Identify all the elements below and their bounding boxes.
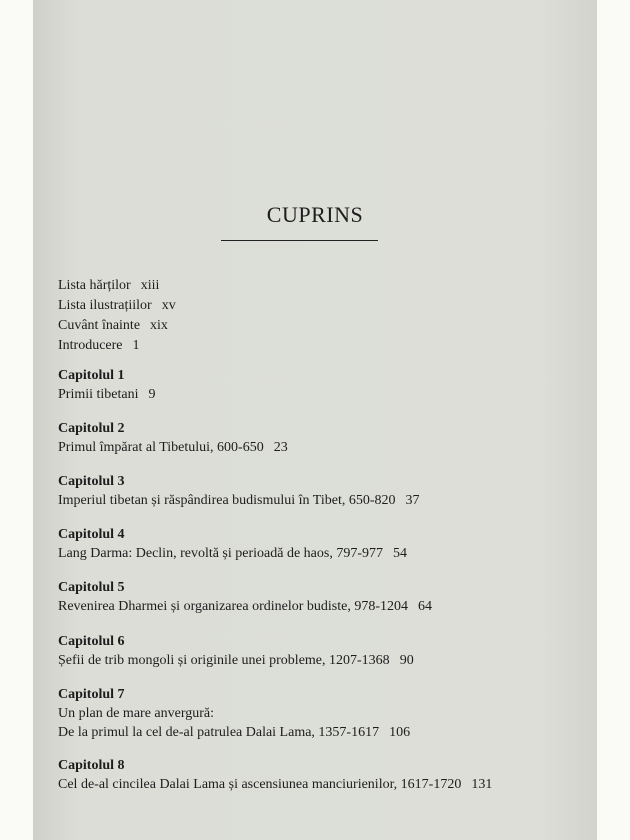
- front-matter-label: Lista hărților: [58, 278, 131, 293]
- chapter-entry-4: [58, 525, 407, 563]
- front-matter-label: Cuvânt înainte: [58, 318, 141, 333]
- chapter-entry-5: [58, 578, 432, 616]
- chapter-label: Capitolul 6: [58, 634, 125, 649]
- front-matter-item: [58, 316, 176, 336]
- front-matter-list: [58, 276, 176, 356]
- front-matter-page: 1: [132, 338, 140, 353]
- chapter-label: Capitolul 5: [58, 580, 125, 595]
- chapter-title-text: Lang Darma: Declin, revoltă și perioadă de haos, 797-977: [58, 546, 384, 561]
- title-underline: [221, 240, 378, 241]
- chapter-label: Capitolul 1: [58, 368, 125, 383]
- chapter-title: [58, 438, 288, 457]
- chapter-title: [58, 491, 420, 510]
- chapter-title-text: Cel de-al cincilea Dalai Lama și ascensiunea manciurienilor, 1617-1720: [58, 777, 462, 792]
- book-page: [33, 0, 597, 840]
- chapter-title-text: De la primul la cel de-al patrulea Dalai Lama, 1357-1617: [58, 725, 380, 740]
- chapter-page: 54: [393, 546, 408, 561]
- chapter-title: [58, 775, 492, 794]
- chapter-title: [58, 704, 410, 723]
- chapter-title-text: Primii tibetani: [58, 387, 139, 402]
- chapter-title-text: Primul împărat al Tibetului, 600-650: [58, 440, 264, 455]
- front-matter-item: [58, 276, 176, 296]
- front-matter-page: xiii: [140, 278, 160, 293]
- chapter-page: 106: [389, 725, 411, 740]
- page-title: CUPRINS: [266, 202, 364, 227]
- chapter-label: Capitolul 3: [58, 474, 125, 489]
- chapter-title: [58, 723, 410, 742]
- front-matter-page: xix: [150, 318, 168, 333]
- front-matter-item: [58, 336, 176, 356]
- chapter-title: [58, 597, 432, 616]
- front-matter-item: [58, 296, 176, 316]
- chapter-label: Capitolul 7: [58, 687, 125, 702]
- chapter-entry-2: [58, 419, 288, 457]
- chapter-label: Capitolul 4: [58, 527, 125, 542]
- chapter-entry-8: [58, 756, 492, 794]
- chapter-entry-7: [58, 685, 410, 742]
- chapter-entry-3: [58, 472, 420, 510]
- front-matter-page: xv: [161, 298, 176, 313]
- front-matter-label: Introducere: [58, 338, 123, 353]
- chapter-page: 64: [418, 599, 433, 614]
- chapter-page: 9: [148, 387, 156, 402]
- chapter-title-text: Revenirea Dharmei și organizarea ordinelor budiste, 978-1204: [58, 599, 409, 614]
- chapter-title-text: Imperiul tibetan și răspândirea budismului în Tibet, 650-820: [58, 493, 396, 508]
- chapter-entry-6: [58, 632, 414, 670]
- chapter-title-text: Șefii de trib mongoli și originile unei probleme, 1207-1368: [58, 653, 390, 668]
- chapter-title-text: Un plan de mare anvergură:: [58, 706, 215, 721]
- chapter-page: 90: [399, 653, 414, 668]
- chapter-label: Capitolul 8: [58, 758, 125, 773]
- chapter-page: 131: [471, 777, 493, 792]
- chapter-label: Capitolul 2: [58, 421, 125, 436]
- chapter-title: [58, 544, 407, 563]
- chapter-entry-1: [58, 366, 156, 404]
- chapter-title: [58, 651, 414, 670]
- chapter-page: 37: [405, 493, 420, 508]
- front-matter-label: Lista ilustrațiilor: [58, 298, 152, 313]
- chapter-page: 23: [273, 440, 288, 455]
- chapter-title: [58, 385, 156, 404]
